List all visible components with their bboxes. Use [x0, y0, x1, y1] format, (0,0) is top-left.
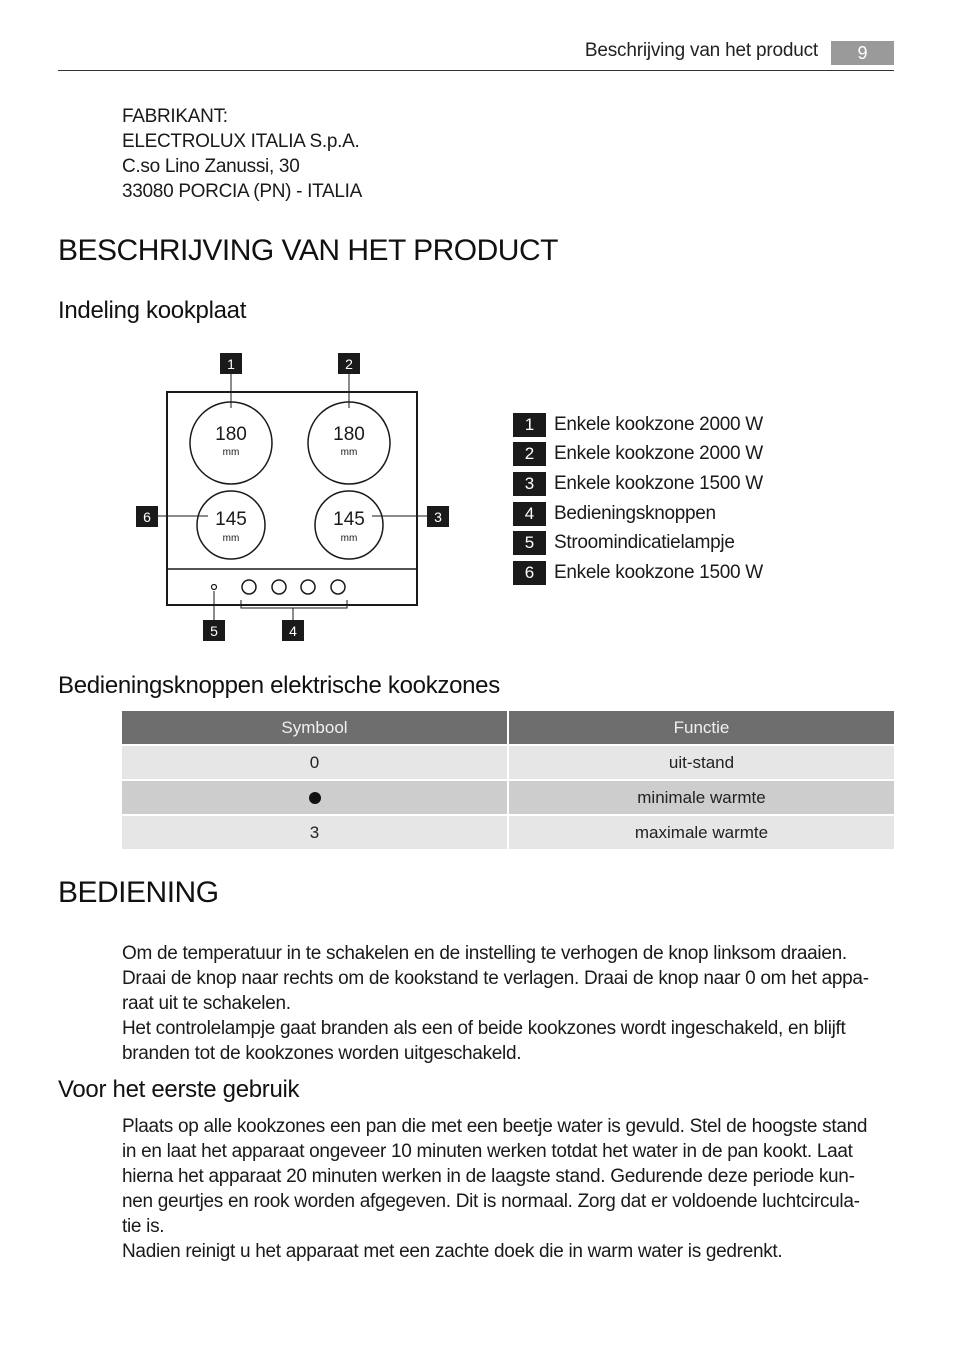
running-header-title: Beschrijving van het product [584, 40, 818, 61]
table-row [122, 781, 894, 814]
subsection-title-first-use: Voor het eerste gebruik [58, 1076, 300, 1103]
text-line: branden tot de kookzones worden uitgeschakeld. [122, 1043, 522, 1064]
table-cell-symbol: 3 [122, 816, 507, 849]
legend-label: Enkele kookzone 2000 W [554, 413, 763, 435]
cooking-zone-2 [308, 402, 390, 484]
table-row [122, 816, 894, 849]
control-knob-icon [242, 580, 256, 594]
table-header-cell: Functie [509, 711, 894, 744]
first-use-paragraph [122, 1114, 897, 1264]
cooking-zone-1 [190, 402, 272, 484]
callout-2 [338, 353, 360, 374]
text-line: hierna het apparaat 20 minuten werken in de laagste stand. Gedurende deze periode kun- [122, 1166, 855, 1187]
zone-unit-label: mm [222, 447, 240, 458]
operation-paragraph [122, 941, 897, 1066]
knob-function-table [122, 711, 894, 851]
filled-dot-icon [309, 792, 321, 804]
control-knob-icon [331, 580, 345, 594]
table-cell-symbol [122, 781, 507, 814]
text-line: nen geurtjes en rook worden afgegeven. Dit is normaal. Zorg dat er voldoende luchtcircula- [122, 1191, 860, 1212]
table-header-row [122, 711, 894, 744]
hob-outline [167, 392, 417, 605]
control-knob-icon [301, 580, 315, 594]
legend-item [513, 499, 763, 529]
table-header-cell: Symbool [122, 711, 507, 744]
manufacturer-label: FABRIKANT: [122, 106, 228, 127]
text-line: Het controlelampje gaat branden als een of beide kookzones wordt ingeschakeld, en blijft [122, 1018, 846, 1039]
svg-text:4: 4 [289, 623, 297, 639]
legend-label: Enkele kookzone 1500 W [554, 472, 763, 494]
callout-6 [136, 506, 158, 527]
legend-number: 6 [513, 561, 546, 585]
legend-label: Enkele kookzone 1500 W [554, 561, 763, 583]
text-line: raat uit te schakelen. [122, 993, 291, 1014]
zone-size-label: 145 [333, 509, 365, 530]
text-line: tie is. [122, 1216, 165, 1237]
legend-number: 5 [513, 531, 546, 555]
power-indicator-light-icon [212, 585, 217, 590]
legend-number: 2 [513, 442, 546, 466]
legend-number: 4 [513, 502, 546, 526]
legend-item [513, 469, 763, 499]
callout-5 [203, 620, 225, 641]
zone-size-label: 145 [215, 509, 247, 530]
zone-unit-label: mm [340, 447, 358, 458]
zone-size-label: 180 [333, 424, 365, 445]
legend-item [513, 528, 763, 558]
diagram-legend [513, 410, 763, 588]
cooking-zone-3 [315, 491, 383, 559]
cooking-zone-6 [197, 491, 265, 559]
table-cell-function: uit-stand [509, 746, 894, 779]
section-title-operation: BEDIENING [58, 876, 219, 909]
manufacturer-line: ELECTROLUX ITALIA S.p.A. [122, 131, 360, 152]
control-knob-icon [272, 580, 286, 594]
table-cell-symbol: 0 [122, 746, 507, 779]
zone-unit-label: mm [340, 533, 358, 544]
legend-label: Stroomindicatielampje [554, 532, 735, 554]
svg-text:1: 1 [227, 356, 235, 372]
text-line: in en laat het apparaat ongeveer 10 minuten werken totdat het water in de pan kookt. Laat [122, 1141, 853, 1162]
svg-text:6: 6 [143, 509, 151, 525]
legend-item [513, 410, 763, 440]
legend-item [513, 558, 763, 588]
table-cell-function: minimale warmte [509, 781, 894, 814]
legend-number: 1 [513, 413, 546, 437]
svg-text:3: 3 [434, 509, 442, 525]
svg-text:2: 2 [345, 356, 353, 372]
callout-1 [220, 353, 242, 374]
callout-leaders [158, 374, 427, 621]
zone-unit-label: mm [222, 533, 240, 544]
callout-4 [282, 620, 304, 641]
text-line: Plaats op alle kookzones een pan die met een beetje water is gevuld. Stel de hoogste stand [122, 1116, 868, 1137]
text-line: Draai de knop naar rechts om de kookstand te verlagen. Draai de knop naar 0 om het appa- [122, 968, 869, 989]
svg-text:5: 5 [210, 623, 218, 639]
subsection-title-knobs: Bedieningsknoppen elektrische kookzones [58, 672, 500, 699]
section-title-product: BESCHRIJVING VAN HET PRODUCT [58, 234, 558, 267]
legend-item [513, 440, 763, 470]
zone-size-label: 180 [215, 424, 247, 445]
manufacturer-line: C.so Lino Zanussi, 30 [122, 156, 300, 177]
callout-3 [427, 506, 449, 527]
text-line: Nadien reinigt u het apparaat met een zachte doek die in warm water is gedrenkt. [122, 1241, 783, 1262]
table-cell-function: maximale warmte [509, 816, 894, 849]
table-row [122, 746, 894, 779]
text-line: Om de temperatuur in te schakelen en de instelling te verhogen de knop linksom draaien. [122, 943, 847, 964]
legend-label: Bedieningsknoppen [554, 502, 716, 524]
subsection-title-layout: Indeling kookplaat [58, 297, 247, 324]
manufacturer-line: 33080 PORCIA (PN) - ITALIA [122, 181, 362, 202]
legend-label: Enkele kookzone 2000 W [554, 443, 763, 465]
page-number: 9 [831, 41, 894, 65]
legend-number: 3 [513, 472, 546, 496]
